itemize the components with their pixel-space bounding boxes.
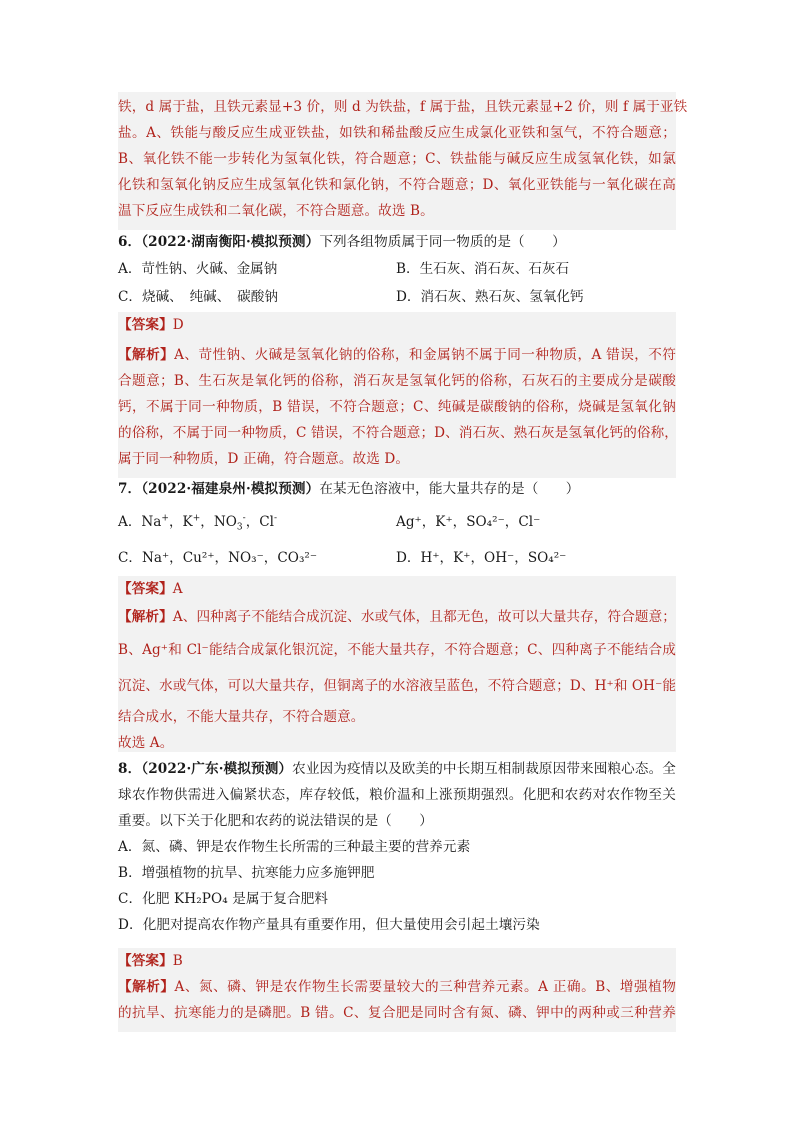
option-a: A．氮、磷、钾是农作物生长所需的三种最主要的营养元素	[118, 839, 471, 855]
analysis-tag: 【解析】	[118, 347, 175, 363]
option-c: C．Na⁺，Cu²⁺，NO₃⁻，CO₃²⁻	[118, 550, 318, 566]
answer-tag: 【答案】	[118, 953, 173, 969]
analysis-text: A、氮、磷、钾是农作物生长需要量较大的三种营养元素。A 正确。B、增强植物	[174, 979, 676, 995]
analysis-line: 沉淀、水或气体，可以大量共存，但铜离子的水溶液呈蓝色，不符合题意；D、H⁺和 OH⁻能	[118, 678, 677, 694]
analysis-line	[118, 974, 676, 1000]
question-6-answer	[118, 312, 676, 478]
analysis-line: 的抗旱、抗寒能力的是磷肥。B 错。C、复合肥是同时含有氮、磷、钾中的两种或三种营养	[118, 1005, 676, 1021]
option-c: C．烧碱、 纯碱、 碳酸钠	[118, 289, 278, 305]
prev-analysis-line: 化铁和氢氧化钠反应生成氢氧化铁和氯化钠，不符合题意；D、氧化亚铁能与一氧化碳在高	[118, 177, 676, 193]
prev-analysis-line: 盐。A、铁能与酸反应生成亚铁盐，如铁和稀盐酸反应生成氯化亚铁和氢气，不符合题意；	[118, 125, 676, 141]
analysis-line: 合题意；B、生石灰是氧化钙的俗称，消石灰是氢氧化钙的俗称，石灰石的主要成分是碳酸	[118, 373, 676, 389]
question-text: 农业因为疫情以及欧美的中长期互相制裁原因带来囤粮心态。全	[292, 761, 676, 777]
analysis-line	[118, 342, 676, 368]
options-row	[118, 283, 676, 311]
option-d: D．化肥对提高农作物产量具有重要作用，但大量使用会引起土壤污染	[118, 917, 540, 933]
options-row	[118, 255, 676, 283]
answer-line	[118, 948, 676, 974]
question-source: （2022·福建泉州·模拟预测）	[141, 481, 320, 497]
option-c: C．化肥 KH₂PO₄ 是属于复合肥料	[118, 891, 329, 907]
question-8	[118, 756, 676, 938]
question-text: 下列各组物质属于同一物质的是（ ）	[319, 234, 566, 250]
question-7-answer	[118, 576, 676, 752]
analysis-line: 故选 A。	[118, 735, 174, 751]
option-b: Ag⁺，K⁺，SO₄²⁻，Cl⁻	[396, 514, 541, 530]
answer-value: B	[172, 953, 183, 969]
analysis-line: 钙，不属于同一种物质，B 错误，不符合题意；C、纯碱是碳酸钠的俗称，烧碱是氢氧化钠	[118, 399, 676, 415]
analysis-line: B、Ag⁺和 Cl⁻能结合成氯化银沉淀，不能大量共存，不符合题意；C、四种离子不能结合成	[118, 642, 676, 658]
option-a: A．苛性钠、火碱、金属钠	[118, 261, 278, 277]
analysis-line	[118, 602, 676, 632]
answer-value: D	[172, 317, 184, 333]
analysis-tag: 【解析】	[118, 979, 175, 995]
question-number: 8．	[118, 761, 142, 777]
question-number: 7．	[118, 481, 142, 497]
question-8-stem-line: 球农作物供需进入偏紧状态，库存较低，粮价温和上涨预期强烈。化肥和农药对农作物至关	[118, 787, 676, 803]
answer-value: A	[172, 581, 183, 597]
option-d: D．H⁺，K⁺，OH⁻，SO₄²⁻	[396, 550, 567, 566]
question-8-answer	[118, 948, 676, 1032]
answer-tag: 【答案】	[118, 317, 173, 333]
prev-analysis-line: 温下反应生成铁和二氧化碳，不符合题意。故选 B。	[118, 203, 434, 219]
question-6-stem	[118, 229, 676, 255]
question-8-stem-line: 重要。以下关于化肥和农药的说法错误的是（ ）	[118, 813, 433, 829]
analysis-line: 的俗称，不属于同一种物质，C 错误，不符合题意；D、消石灰、熟石灰是氢氧化钙的俗称，	[118, 425, 678, 441]
answer-line	[118, 312, 676, 338]
question-source: （2022·广东·模拟预测）	[141, 761, 293, 777]
option-d: D．消石灰、熟石灰、氢氧化钙	[396, 289, 584, 305]
question-7-stem	[118, 476, 676, 502]
analysis-line: 属于同一种物质，D 正确，符合题意。故选 D。	[118, 451, 410, 467]
option-b: B．生石灰、消石灰、石灰石	[396, 261, 570, 277]
prev-analysis-line: 铁，d 属于盐，且铁元素显+3 价，则 d 为铁盐，f 属于盐，且铁元素显+2 价，则 f 属于亚铁	[118, 99, 688, 115]
prev-analysis	[118, 92, 688, 230]
question-7	[118, 476, 676, 576]
question-6	[118, 229, 676, 311]
analysis-line: 结合成水，不能大量共存，不符合题意。	[118, 709, 365, 725]
question-number: 6．	[118, 234, 142, 250]
options-row	[118, 504, 676, 540]
option-a: A．Na+，K+，$NO_3^-$，Cl-	[118, 513, 278, 533]
analysis-tag: 【解析】	[118, 609, 173, 625]
question-text: 在某无色溶液中，能大量共存的是（ ）	[319, 481, 580, 497]
analysis-text: A、苛性钠、火碱是氢氧化钠的俗称，和金属钠不属于同一种物质，A 错误，不符	[174, 347, 676, 363]
prev-analysis-line: B、氧化铁不能一步转化为氢氧化铁，符合题意；C、铁盐能与碱反应生成氢氧化铁，如氯	[118, 151, 676, 167]
answer-tag: 【答案】	[118, 581, 173, 597]
option-b: B．增强植物的抗旱、抗寒能力应多施钾肥	[118, 865, 375, 881]
analysis-text: A、四种离子不能结合成沉淀、水或气体，且都无色，故可以大量共存，符合题意；	[172, 609, 676, 625]
options-row	[118, 540, 676, 576]
question-source: （2022·湖南衡阳·模拟预测）	[141, 234, 320, 250]
answer-line	[118, 576, 676, 602]
question-8-stem	[118, 756, 676, 782]
